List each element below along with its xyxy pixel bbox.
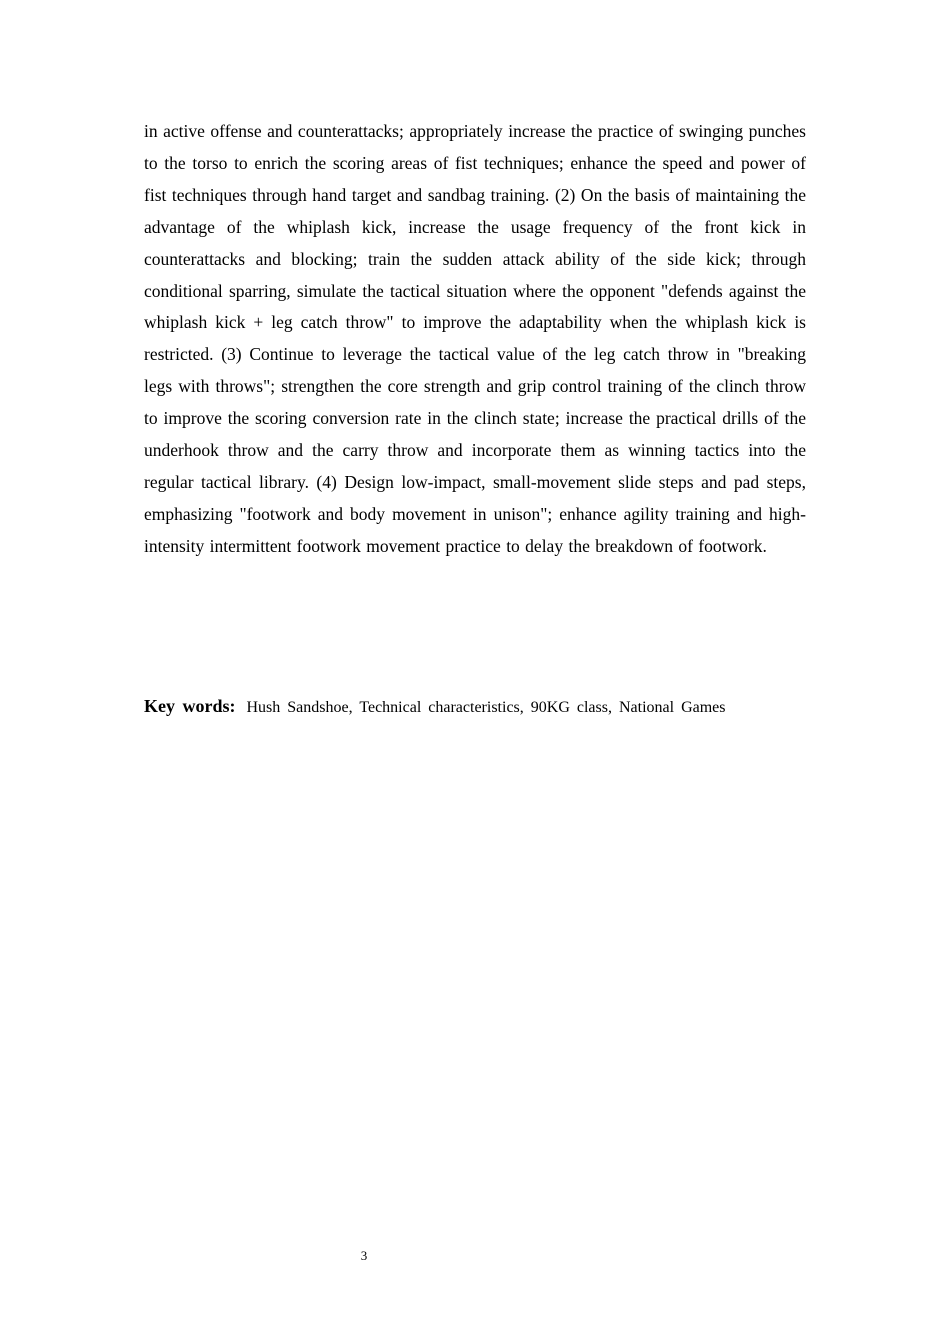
keywords-label: Key words: <box>144 696 236 716</box>
keywords-line <box>144 692 824 722</box>
page-number: 3 <box>360 1248 368 1263</box>
body-paragraph: in active offense and counterattacks; appropriately increase the practice of swinging punches to the torso to enrich the scoring areas of fist techniques; enhance the speed and power of fist techniques through hand target and sandbag training. (2) On the basis of maintaining the advantage of the whiplash kick, increase the usage frequency of the front kick in counterattacks and blocking; train the sudden attack ability of the side kick; through conditional sparring, simulate the tactical situation where the opponent "defends against the whiplash kick + leg catch throw" to improve the adaptability when the whiplash kick is restricted. (3) Continue to leverage the tactical value of the leg catch throw in "breaking legs with throws"; strengthen the core strength and grip control training of the clinch throw to improve the scoring conversion rate in the clinch state; increase the practical drills of the underhook throw and the carry throw and incorporate them as winning tactics into the regular tactical library. (4) Design low-impact, small-movement slide steps and pad steps, emphasizing "footwork and body movement in unison"; enhance agility training and high-intensity intermittent footwork movement practice to delay the breakdown of footwork. <box>144 121 806 556</box>
keywords-text: Hush Sandshoe, Technical characteristics, 90KG class, National Games <box>246 699 726 716</box>
